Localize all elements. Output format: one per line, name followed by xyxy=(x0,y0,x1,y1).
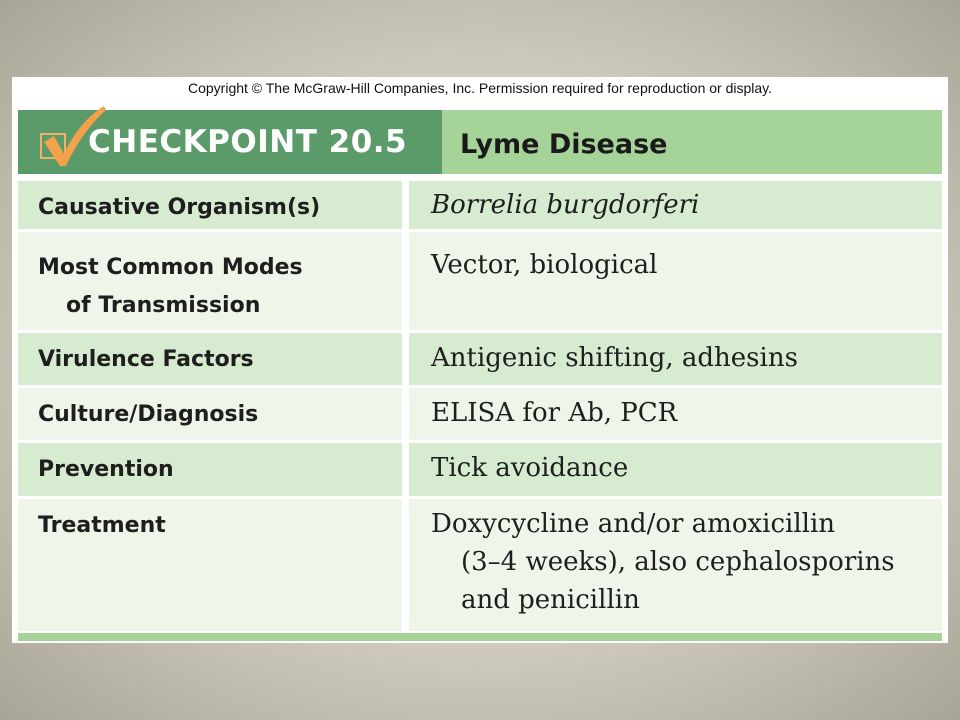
row-value xyxy=(409,333,942,385)
label-line: Most Common Modes xyxy=(38,255,303,280)
row-value xyxy=(409,181,942,229)
row-label xyxy=(18,333,402,385)
row-value xyxy=(409,388,942,440)
value-line: Borrelia burgdorferi xyxy=(431,190,700,220)
table-row xyxy=(18,443,942,496)
label-line: Treatment xyxy=(38,513,166,538)
bottom-band xyxy=(18,633,942,641)
row-label xyxy=(18,499,402,631)
value-line: ELISA for Ab, PCR xyxy=(431,398,678,428)
value-line: Doxycycline and/or amoxicillin xyxy=(431,509,836,539)
value-line: Antigenic shifting, adhesins xyxy=(431,343,798,373)
label-line: Culture/Diagnosis xyxy=(38,402,259,427)
value-line: (3–4 weeks), also cephalosporins xyxy=(461,547,895,577)
copyright-notice: Copyright © The McGraw-Hill Companies, Inc. Permission required for reproduction or display. xyxy=(187,80,773,96)
table-row xyxy=(18,388,942,440)
table-row xyxy=(18,181,942,229)
table-row xyxy=(18,499,942,631)
row-label xyxy=(18,181,402,229)
disease-title: Lyme Disease xyxy=(460,129,668,160)
value-line: Vector, biological xyxy=(431,250,658,280)
row-label xyxy=(18,388,402,440)
label-line: Prevention xyxy=(38,457,174,482)
row-label xyxy=(18,232,402,330)
row-value xyxy=(409,499,942,631)
label-line: Virulence Factors xyxy=(38,347,254,372)
slide xyxy=(12,77,948,643)
row-value xyxy=(409,443,942,496)
row-value xyxy=(409,232,942,330)
label-line: Causative Organism(s) xyxy=(38,195,321,220)
label-line: of Transmission xyxy=(66,293,261,318)
checkpoint-header xyxy=(18,110,942,174)
table-row xyxy=(18,232,942,330)
table-row xyxy=(18,333,942,385)
value-line: and penicillin xyxy=(461,585,640,615)
row-label xyxy=(18,443,402,496)
value-line: Tick avoidance xyxy=(431,453,629,483)
checkpoint-title: CHECKPOINT 20.5 xyxy=(88,124,408,160)
